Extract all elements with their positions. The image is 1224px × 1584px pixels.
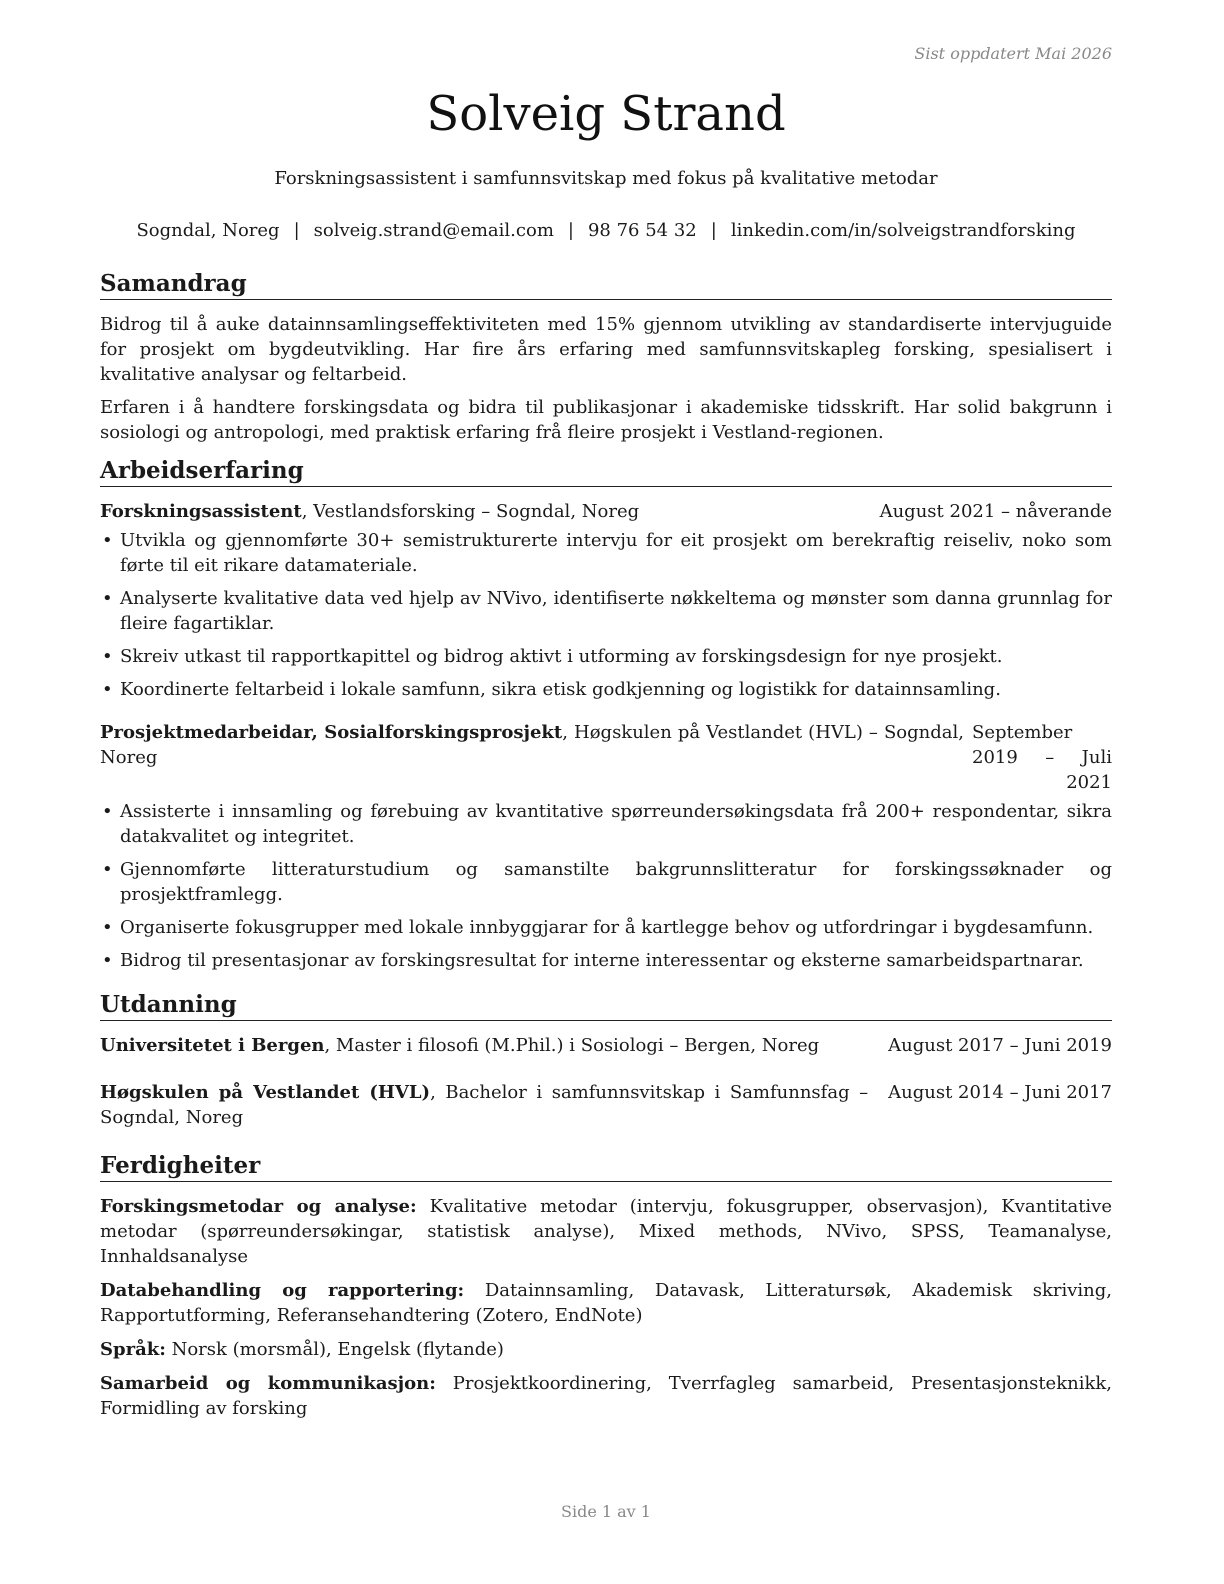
list-item: • Utvikla og gjennomførte 30+ semistrukturerte intervju for eit prosjekt om berekraftig reiseliv, noko som førte til eit rikare datamateriale. <box>100 528 1112 578</box>
job-bullets <box>100 528 1112 702</box>
resume-page <box>100 0 1112 1584</box>
list-item: • Koordinerte feltarbeid i lokale samfunn, sikra etisk godkjenning og logistikk for datainnsamling. <box>100 677 1112 702</box>
section-heading: Samandrag <box>100 270 1112 300</box>
contact-separator: | <box>293 220 300 241</box>
education-dates: August 2014 – Juni 2017 <box>888 1082 1112 1103</box>
skill-text: Norsk (morsmål), Engelsk (flytande) <box>165 1339 504 1360</box>
contact-line <box>100 220 1112 241</box>
job-dates: September 2019 – Juli 2021 <box>972 722 1112 793</box>
skills-section <box>100 1152 1112 1421</box>
job-role: Forskningsassistent <box>100 501 302 522</box>
summary-paragraph: Erfaren i å handtere forskingsdata og bidra til publikasjonar i akademiske tidsskrift. Har solid bakgrunn i sosiologi og antropologi, med praktisk erfaring frå fleire prosjekt i Vestland-regionen. <box>100 397 1112 443</box>
list-item: • Bidrog til presentasjonar av forskingsresultat for interne interessentar og eksterne samarbeidspartnarar. <box>100 948 1112 973</box>
skill-group <box>100 1194 1112 1269</box>
education-section <box>100 991 1112 1130</box>
job-dates: August 2021 – nåverande <box>879 501 1112 522</box>
list-item: • Gjennomførte litteraturstudium og samanstilte bakgrunnslitteratur for forskingssøknader og prosjektframlegg. <box>100 857 1112 907</box>
last-updated: Sist oppdatert Mai 2026 <box>914 44 1112 63</box>
education-school: Høgskulen på Vestlandet (HVL) <box>100 1082 431 1103</box>
education-dates: August 2017 – Juni 2019 <box>888 1035 1112 1056</box>
skill-text: Datainnsamling, Datavask, Litteratursøk, Akademisk skriving, Rapportutforming, Referansehandtering (Zotero, EndNote) <box>100 1280 1113 1326</box>
contact-location: Sogndal, Noreg <box>136 220 280 241</box>
job-organization: , Vestlandsforsking – Sogndal, Noreg <box>301 501 640 522</box>
education-detail: , Master i filosofi (M.Phil.) i Sosiologi – Bergen, Noreg <box>324 1035 820 1056</box>
job-role: Prosjektmedarbeidar, Sosialforskingsprosjekt <box>100 722 563 743</box>
list-item: • Assisterte i innsamling og førebuing av kvantitative spørreundersøkingsdata frå 200+ respondentar, sikra datakvalitet og integritet. <box>100 799 1112 849</box>
list-item: • Organiserte fokusgrupper med lokale innbyggjarar for å kartlegge behov og utfordringar i bygdesamfunn. <box>100 915 1112 940</box>
contact-linkedin[interactable]: linkedin.com/in/solveigstrandforsking <box>730 220 1076 241</box>
skill-group <box>100 1371 1112 1421</box>
summary-section <box>100 270 1112 445</box>
section-heading: Utdanning <box>100 991 1112 1021</box>
skill-label: Forskingsmetodar og analyse: <box>100 1196 417 1217</box>
page-number: Side 1 av 1 <box>561 1502 651 1521</box>
experience-section <box>100 457 1112 973</box>
job-bullets <box>100 799 1112 973</box>
job-entry <box>100 499 1112 702</box>
contact-phone: 98 76 54 32 <box>587 220 697 241</box>
education-entry <box>100 1033 1112 1058</box>
job-header <box>100 499 1112 524</box>
section-heading: Arbeidserfaring <box>100 457 1112 487</box>
contact-separator: | <box>567 220 574 241</box>
skill-label: Språk: <box>100 1339 166 1360</box>
skill-text: Prosjektkoordinering, Tverrfagleg samarbeid, Presentasjonsteknikk, Formidling av forsking <box>100 1373 1112 1419</box>
education-detail: , Bachelor i samfunnsvitskap i Samfunnsfag – Sogndal, Noreg <box>100 1082 869 1128</box>
resume-content <box>100 270 1112 1433</box>
list-item: • Skreiv utkast til rapportkapittel og bidrog aktivt i utforming av forskingsdesign for nye prosjekt. <box>100 644 1112 669</box>
skill-label: Databehandling og rapportering: <box>100 1280 465 1301</box>
tagline: Forskningsassistent i samfunnsvitskap med fokus på kvalitative metodar <box>274 168 938 189</box>
job-entry <box>100 720 1112 973</box>
summary-paragraph: Bidrog til å auke datainnsamlingseffektiviteten med 15% gjennom utvikling av standardiserte intervjuguide for prosjekt om bygdeutvikling. Har fire års erfaring med samfunnsvitskapleg forsking, spesialisert i kvalitative analysar og feltarbeid. <box>100 314 1112 385</box>
contact-separator: | <box>710 220 717 241</box>
section-heading: Ferdigheiter <box>100 1152 1112 1182</box>
skill-group <box>100 1337 1112 1362</box>
education-school: Universitetet i Bergen <box>100 1035 325 1056</box>
education-entry <box>100 1080 1112 1130</box>
skill-group <box>100 1278 1112 1328</box>
contact-email[interactable]: solveig.strand@email.com <box>313 220 554 241</box>
skill-text: Kvalitative metodar (intervju, fokusgrupper, observasjon), Kvantitative metodar (spørreundersøkingar, statistisk analyse), Mixed methods, NVivo, SPSS, Teamanalyse, Innhaldsanalyse <box>100 1196 1113 1267</box>
job-header <box>100 720 1112 795</box>
candidate-name: Solveig Strand <box>426 86 786 142</box>
job-organization: , Høgskulen på Vestlandet (HVL) – Sogndal, Noreg <box>100 722 964 768</box>
list-item: • Analyserte kvalitative data ved hjelp av NVivo, identifiserte nøkkeltema og mønster som danna grunnlag for fleire fagartiklar. <box>100 586 1112 636</box>
skill-label: Samarbeid og kommunikasjon: <box>100 1373 436 1394</box>
